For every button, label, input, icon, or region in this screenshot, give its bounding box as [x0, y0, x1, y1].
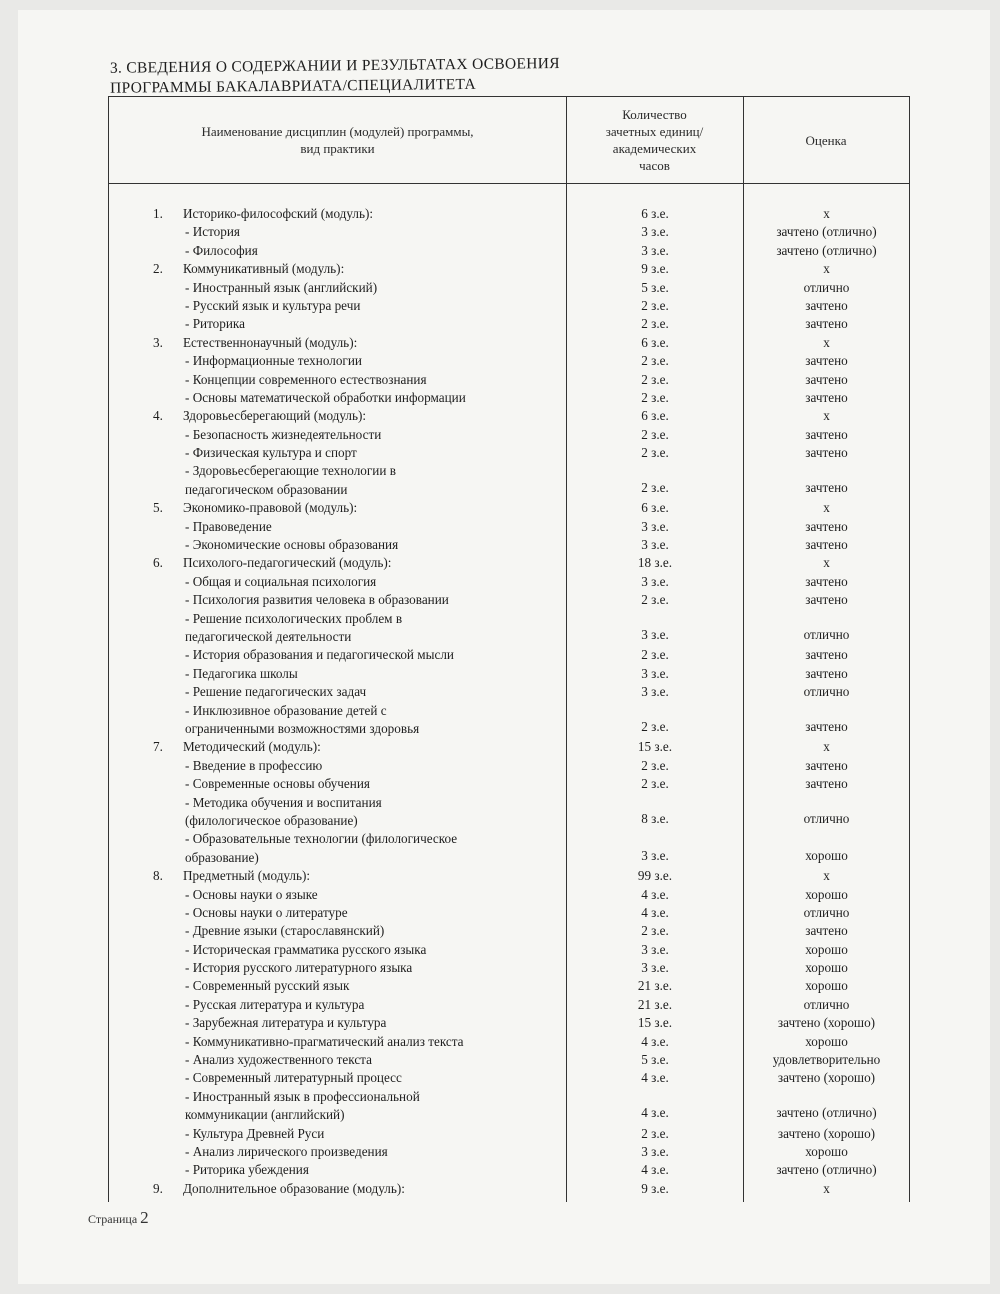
- discipline-name-line: - Современный русский язык: [185, 978, 350, 994]
- table-row: [109, 407, 909, 425]
- discipline-name-line: - Иностранный язык (английский): [185, 279, 378, 295]
- section-heading: [110, 53, 630, 98]
- discipline-name: [183, 738, 563, 756]
- grade-value: зачтено: [805, 592, 848, 608]
- discipline-name-line: - Древние языки (старославянский): [185, 923, 385, 939]
- credit-units: 21 з.е.: [637, 978, 673, 994]
- credit-units: 3 з.е.: [641, 941, 669, 957]
- table-row: [109, 389, 909, 407]
- table-row: [109, 794, 909, 831]
- discipline-name: [185, 389, 565, 407]
- discipline-name-line: Предметный (модуль):: [183, 868, 311, 884]
- credit-units: 4 з.е.: [641, 1105, 669, 1121]
- grade-value: зачтено (хорошо): [777, 1070, 876, 1086]
- grade-value: хорошо: [805, 1033, 848, 1049]
- grade-value: хорошо: [805, 941, 848, 957]
- discipline-name: [185, 922, 565, 940]
- credit-units: 3 з.е.: [641, 1144, 669, 1160]
- discipline-name-line: - История русского литературного языка: [185, 960, 413, 976]
- grade-value: х: [823, 261, 830, 277]
- results-table: [108, 96, 910, 1202]
- credit-units: 3 з.е.: [641, 847, 669, 863]
- credit-units: 2 з.е.: [641, 647, 669, 663]
- row-number: 6.: [153, 555, 163, 571]
- discipline-name: [185, 941, 565, 959]
- discipline-name-line: - Правоведение: [185, 518, 272, 534]
- table-row: [109, 1069, 909, 1087]
- grade-value: зачтено (отлично): [776, 242, 877, 258]
- heading-line-1: 3. СВЕДЕНИЯ О СОДЕРЖАНИИ И РЕЗУЛЬТАТАХ ОСВОЕНИЯ: [109, 55, 560, 77]
- grade-value: зачтено (хорошо): [777, 1015, 876, 1031]
- discipline-name: [185, 1143, 565, 1161]
- table-row: [109, 775, 909, 793]
- discipline-name-line: - Современные основы обучения: [185, 776, 370, 792]
- discipline-name-line: Здоровьесберегающий (модуль):: [183, 408, 367, 424]
- table-row: [109, 738, 909, 756]
- credit-units: 4 з.е.: [641, 904, 669, 920]
- table-row: [109, 462, 909, 499]
- grade-value: зачтено: [805, 353, 848, 369]
- table-row: [109, 610, 909, 647]
- table-row: [109, 646, 909, 664]
- credit-units: 3 з.е.: [641, 684, 669, 700]
- grade-value: зачтено: [805, 445, 848, 461]
- discipline-name: [183, 499, 563, 517]
- credit-units: 2 з.е.: [641, 445, 669, 461]
- discipline-name: [185, 1088, 565, 1125]
- table-row: [109, 426, 909, 444]
- discipline-name-line: - Анализ лирического произведения: [185, 1144, 388, 1160]
- grade-value: х: [823, 500, 830, 516]
- credit-units: 6 з.е.: [641, 334, 669, 350]
- discipline-name: [185, 1125, 565, 1143]
- discipline-name-line: - Концепции современного естествознания: [185, 371, 427, 387]
- discipline-name-line: педагогическом образовании: [185, 481, 348, 497]
- header-grade-label: Оценка: [805, 132, 847, 148]
- credit-units: 3 з.е.: [641, 224, 669, 240]
- grade-value: х: [823, 868, 830, 884]
- discipline-name-line: - Культура Древней Руси: [185, 1125, 325, 1141]
- credit-units: 21 з.е.: [637, 996, 673, 1012]
- table-row: [109, 223, 909, 241]
- heading-line-2: ПРОГРАММЫ БАКАЛАВРИАТА/СПЕЦИАЛИТЕТА: [110, 75, 477, 97]
- header-credits-line: академических: [612, 141, 697, 156]
- table-row: [109, 315, 909, 333]
- discipline-name-line: - История: [185, 224, 240, 240]
- credit-units: 15 з.е.: [637, 739, 673, 755]
- discipline-name-line: - Психология развития человека в образовании: [185, 592, 449, 608]
- credit-units: 5 з.е.: [641, 1052, 669, 1068]
- discipline-name-line: - Общая и социальная психология: [185, 573, 377, 589]
- discipline-name-line: - Физическая культура и спорт: [185, 445, 357, 461]
- discipline-name-line: - Педагогика школы: [185, 665, 298, 681]
- credit-units: 3 з.е.: [641, 665, 669, 681]
- discipline-name-line: - Русский язык и культура речи: [185, 297, 361, 313]
- table-row: [109, 1161, 909, 1179]
- credit-units: 2 з.е.: [641, 426, 669, 442]
- discipline-name: [185, 518, 565, 536]
- table-row: [109, 996, 909, 1014]
- grade-value: зачтено: [805, 479, 848, 495]
- discipline-name: [183, 407, 563, 425]
- page-footer: [88, 1208, 149, 1228]
- table-row: [109, 591, 909, 609]
- discipline-name: [183, 1180, 563, 1198]
- discipline-name-line: коммуникации (английский): [185, 1107, 345, 1123]
- grade-value: зачтено: [805, 371, 848, 387]
- grade-value: зачтено (отлично): [776, 1162, 877, 1178]
- footer-page-label: Страница: [88, 1212, 138, 1226]
- table-row: [109, 1088, 909, 1125]
- header-discipline-line: Наименование дисциплин (модулей) программы,: [201, 124, 474, 139]
- row-number: 5.: [153, 500, 163, 516]
- discipline-name: [185, 830, 565, 867]
- discipline-name: [183, 205, 563, 223]
- table-row: [109, 242, 909, 260]
- grade-value: зачтено: [805, 776, 848, 792]
- discipline-name-line: - Риторика убеждения: [185, 1162, 309, 1178]
- credit-units: 18 з.е.: [637, 555, 673, 571]
- header-credits-line: зачетных единиц/: [605, 124, 704, 139]
- header-credits-line: часов: [639, 158, 670, 173]
- discipline-name: [185, 426, 565, 444]
- discipline-name-line: - Экономические основы образования: [185, 537, 399, 553]
- table-row: [109, 279, 909, 297]
- row-number: 8.: [153, 868, 163, 884]
- credit-units: 2 з.е.: [641, 923, 669, 939]
- grade-value: зачтено: [805, 537, 848, 553]
- table-row: [109, 867, 909, 885]
- grade-value: хорошо: [805, 978, 848, 994]
- table-row: [109, 1051, 909, 1069]
- discipline-name-line: - Методика обучения и воспитания: [185, 794, 382, 810]
- table-row: [109, 830, 909, 867]
- discipline-name: [185, 1161, 565, 1179]
- discipline-name: [185, 573, 565, 591]
- discipline-name: [185, 315, 565, 333]
- discipline-name-line: - Риторика: [185, 316, 245, 332]
- discipline-name-line: - Русская литература и культура: [185, 996, 365, 1012]
- grade-value: зачтено: [805, 297, 848, 313]
- discipline-name-line: - Историческая грамматика русского языка: [185, 941, 427, 957]
- credit-units: 2 з.е.: [641, 297, 669, 313]
- discipline-name: [185, 297, 565, 315]
- discipline-name-line: Методический (модуль):: [183, 739, 321, 755]
- discipline-name-line: (филологическое образование): [185, 812, 358, 828]
- credit-units: 2 з.е.: [641, 316, 669, 332]
- discipline-name: [185, 794, 565, 831]
- credit-units: 6 з.е.: [641, 408, 669, 424]
- table-row: [109, 702, 909, 739]
- grade-value: зачтено: [805, 757, 848, 773]
- discipline-name-line: Коммуникативный (модуль):: [183, 261, 345, 277]
- discipline-name: [185, 1069, 565, 1087]
- discipline-name: [185, 1014, 565, 1032]
- row-number: 2.: [153, 261, 163, 277]
- row-number: 9.: [153, 1180, 163, 1196]
- discipline-name: [185, 444, 565, 462]
- discipline-name-line: - История образования и педагогической мысли: [185, 647, 454, 663]
- table-row: [109, 205, 909, 223]
- credit-units: 2 з.е.: [641, 389, 669, 405]
- discipline-name-line: Естественнонаучный (модуль):: [183, 334, 358, 350]
- grade-value: зачтено (хорошо): [777, 1125, 876, 1141]
- grade-value: отлично: [803, 627, 850, 642]
- grade-value: зачтено (отлично): [776, 224, 877, 240]
- credit-units: 2 з.е.: [641, 757, 669, 773]
- discipline-name: [183, 554, 563, 572]
- discipline-name: [185, 610, 565, 647]
- footer-page-number: 2: [140, 1208, 149, 1227]
- credit-units: 2 з.е.: [641, 776, 669, 792]
- header-divider: [109, 183, 909, 184]
- grade-value: зачтено: [805, 718, 848, 734]
- credit-units: 4 з.е.: [641, 886, 669, 902]
- table-row: [109, 260, 909, 278]
- discipline-name: [185, 371, 565, 389]
- table-row: [109, 941, 909, 959]
- grade-value: х: [823, 739, 830, 755]
- grade-value: зачтено: [805, 647, 848, 663]
- discipline-name: [185, 959, 565, 977]
- discipline-name-line: - Образовательные технологии (филологическое: [185, 831, 458, 847]
- table-row: [109, 977, 909, 995]
- row-number: 3.: [153, 334, 163, 350]
- discipline-name-line: ограниченными возможностями здоровья: [185, 720, 420, 736]
- table-row: [109, 499, 909, 517]
- discipline-name-line: Экономико-правовой (модуль):: [183, 500, 358, 516]
- credit-units: 6 з.е.: [641, 500, 669, 516]
- discipline-name: [185, 242, 565, 260]
- grade-value: хорошо: [805, 847, 848, 863]
- credit-units: 99 з.е.: [637, 868, 673, 884]
- discipline-name-line: - Основы науки о литературе: [185, 904, 348, 920]
- discipline-name-line: - Коммуникативно-прагматический анализ текста: [185, 1033, 464, 1049]
- table-row: [109, 1143, 909, 1161]
- grade-value: отлично: [803, 996, 850, 1012]
- grade-value: х: [823, 206, 830, 221]
- grade-value: хорошо: [805, 960, 848, 976]
- table-row: [109, 518, 909, 536]
- discipline-name: [185, 646, 565, 664]
- table-row: [109, 959, 909, 977]
- table-row: [109, 297, 909, 315]
- credit-units: 3 з.е.: [641, 242, 669, 258]
- credit-units: 9 з.е.: [641, 261, 669, 277]
- credit-units: 3 з.е.: [641, 960, 669, 976]
- discipline-name: [185, 591, 565, 609]
- credit-units: 2 з.е.: [641, 1125, 669, 1141]
- header-discipline-line: вид практики: [300, 141, 375, 156]
- credit-units: 2 з.е.: [641, 353, 669, 369]
- credit-units: 5 з.е.: [641, 279, 669, 295]
- discipline-name-line: - Решение педагогических задач: [185, 684, 367, 700]
- discipline-name-line: педагогической деятельности: [185, 629, 352, 645]
- discipline-name: [185, 536, 565, 554]
- discipline-name-line: - Иностранный язык в профессиональной: [185, 1088, 420, 1104]
- credit-units: 4 з.е.: [641, 1033, 669, 1049]
- discipline-name: [185, 996, 565, 1014]
- credit-units: 3 з.е.: [641, 627, 669, 642]
- row-number: 1.: [153, 206, 163, 221]
- grade-value: удовлетворительно: [772, 1052, 881, 1068]
- discipline-name-line: - Философия: [185, 242, 258, 258]
- header-discipline: [109, 97, 566, 183]
- grade-value: зачтено (отлично): [776, 1105, 877, 1121]
- table-row: [109, 573, 909, 591]
- table-row: [109, 1033, 909, 1051]
- grade-value: зачтено: [805, 573, 848, 589]
- grade-value: х: [823, 1180, 830, 1196]
- grade-value: х: [823, 555, 830, 571]
- grade-value: зачтено: [805, 426, 848, 442]
- discipline-name-line: Дополнительное образование (модуль):: [183, 1180, 405, 1196]
- table-row: [109, 1125, 909, 1143]
- discipline-name: [185, 977, 565, 995]
- discipline-name: [185, 279, 565, 297]
- table-row: [109, 444, 909, 462]
- header-credits-line: Количество: [622, 107, 687, 122]
- grade-value: зачтено: [805, 389, 848, 405]
- credit-units: 3 з.е.: [641, 573, 669, 589]
- table-row: [109, 757, 909, 775]
- grade-value: зачтено: [805, 316, 848, 332]
- table-row: [109, 1180, 909, 1198]
- grade-value: х: [823, 408, 830, 424]
- discipline-name: [185, 886, 565, 904]
- table-row: [109, 1014, 909, 1032]
- table-row: [109, 665, 909, 683]
- credit-units: 4 з.е.: [641, 1070, 669, 1086]
- discipline-name-line: - Инклюзивное образование детей с: [185, 702, 387, 718]
- row-number: 4.: [153, 408, 163, 424]
- grade-value: зачтено: [805, 923, 848, 939]
- discipline-name-line: - Основы науки о языке: [185, 886, 318, 902]
- table-row: [109, 536, 909, 554]
- grade-value: хорошо: [805, 1144, 848, 1160]
- discipline-name: [183, 334, 563, 352]
- credit-units: 15 з.е.: [637, 1015, 673, 1031]
- discipline-name: [183, 260, 563, 278]
- grade-value: отлично: [803, 279, 850, 295]
- discipline-name-line: - Безопасность жизнедеятельности: [185, 426, 382, 442]
- discipline-name-line: - Зарубежная литература и культура: [185, 1015, 387, 1031]
- discipline-name: [185, 904, 565, 922]
- discipline-name-line: - Введение в профессию: [185, 757, 323, 773]
- grade-value: хорошо: [805, 886, 848, 902]
- grade-value: отлично: [803, 810, 850, 826]
- discipline-name: [183, 867, 563, 885]
- table-row: [109, 371, 909, 389]
- credit-units: 3 з.е.: [641, 537, 669, 553]
- credit-units: 2 з.е.: [641, 592, 669, 608]
- discipline-name: [185, 757, 565, 775]
- discipline-name: [185, 1033, 565, 1051]
- header-grade: [743, 97, 909, 183]
- table-row: [109, 554, 909, 572]
- grade-value: отлично: [803, 904, 850, 920]
- header-credits: [566, 97, 743, 183]
- table-row: [109, 922, 909, 940]
- table-body: [109, 205, 909, 1198]
- credit-units: 9 з.е.: [641, 1180, 669, 1196]
- discipline-name: [185, 1051, 565, 1069]
- table-row: [109, 334, 909, 352]
- credit-units: 2 з.е.: [641, 479, 669, 495]
- grade-value: зачтено: [805, 665, 848, 681]
- discipline-name: [185, 775, 565, 793]
- row-number: 7.: [153, 739, 163, 755]
- table-row: [109, 904, 909, 922]
- credit-units: 2 з.е.: [641, 718, 669, 734]
- discipline-name-line: образование): [185, 849, 259, 865]
- discipline-name-line: - Здоровьесберегающие технологии в: [185, 463, 396, 479]
- table-row: [109, 683, 909, 701]
- discipline-name-line: Психолого-педагогический (модуль):: [183, 555, 392, 571]
- credit-units: 2 з.е.: [641, 371, 669, 387]
- discipline-name-line: - Современный литературный процесс: [185, 1070, 402, 1086]
- discipline-name-line: - Основы математической обработки информации: [185, 389, 466, 405]
- discipline-name: [185, 683, 565, 701]
- table-row: [109, 352, 909, 370]
- discipline-name: [185, 223, 565, 241]
- grade-value: отлично: [803, 684, 850, 700]
- discipline-name-line: - Решение психологических проблем в: [185, 610, 403, 626]
- credit-units: 3 з.е.: [641, 518, 669, 534]
- credit-units: 6 з.е.: [641, 206, 669, 221]
- grade-value: х: [823, 334, 830, 350]
- discipline-name-line: Историко-философский (модуль):: [183, 206, 374, 221]
- discipline-name-line: - Анализ художественного текста: [185, 1052, 372, 1068]
- discipline-name: [185, 702, 565, 739]
- discipline-name: [185, 462, 565, 499]
- grade-value: зачтено: [805, 518, 848, 534]
- credit-units: 8 з.е.: [641, 810, 669, 826]
- table-row: [109, 886, 909, 904]
- discipline-name: [185, 352, 565, 370]
- discipline-name: [185, 665, 565, 683]
- discipline-name-line: - Информационные технологии: [185, 353, 362, 369]
- credit-units: 4 з.е.: [641, 1162, 669, 1178]
